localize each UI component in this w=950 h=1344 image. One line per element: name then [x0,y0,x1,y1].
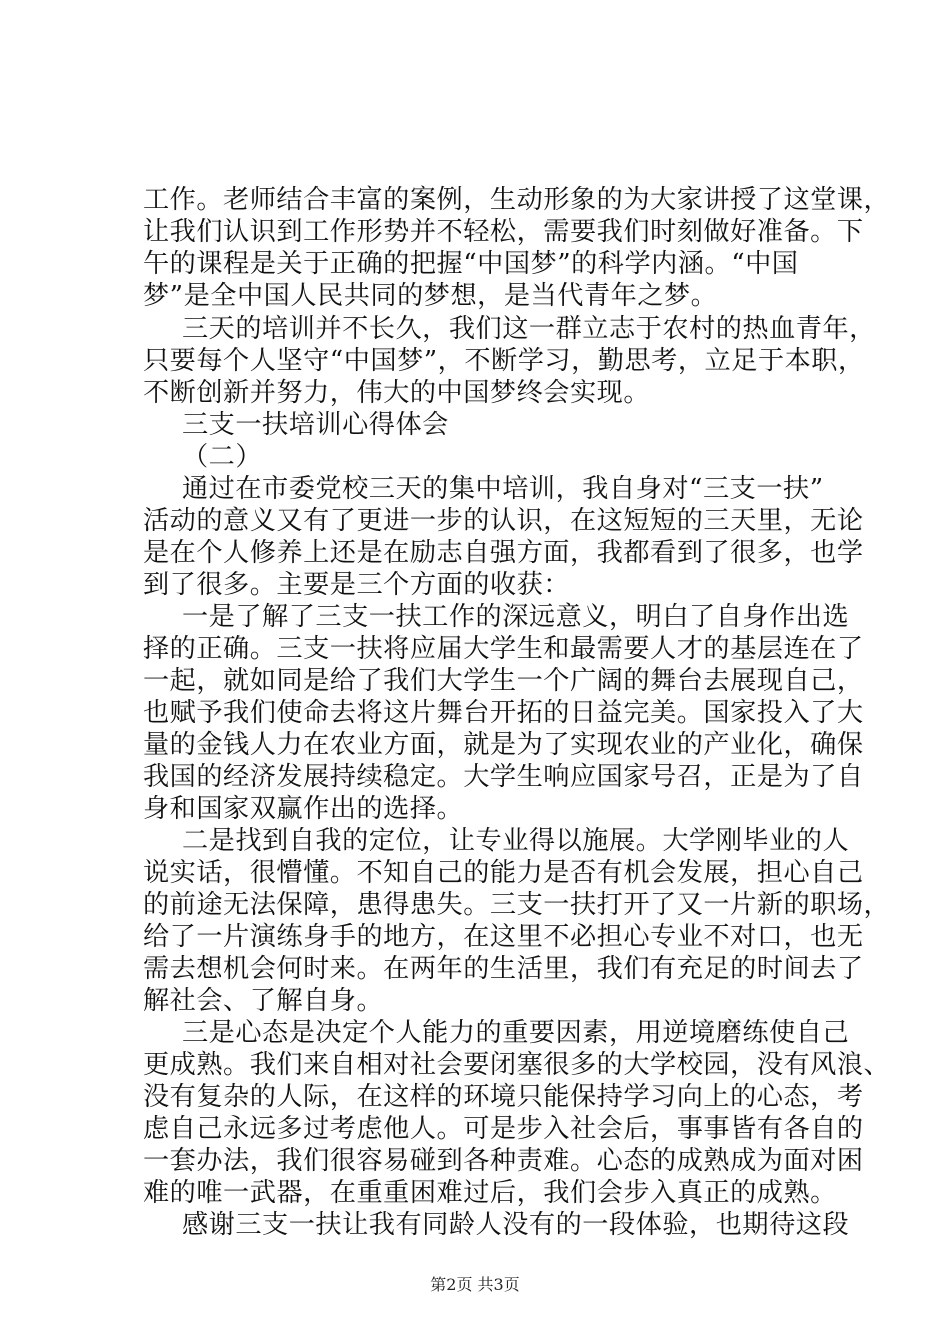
text-line: 二是找到自我的定位，让专业得以施展。大学刚毕业的人 [182,826,850,856]
text-line: 三是心态是决定个人能力的重要因素，用逆境磨练使自己 [182,1018,850,1048]
text-line: 只要每个人坚守“中国梦”，不断学习，勤思考，立足于本职， [143,346,865,376]
text-line: 更成熟。我们来自相对社会要闭塞很多的大学校园，没有风浪、 [143,1050,891,1080]
text-line: 我国的经济发展持续稳定。大学生响应国家号召，正是为了自 [143,762,864,792]
text-line: 一是了解了三支一扶工作的深远意义，明白了自身作出选 [182,602,850,632]
text-line: 午的课程是关于正确的把握“中国梦”的科学内涵。“中国 [143,249,799,279]
text-line: 工作。老师结合丰富的案例，生动形象的为大家讲授了这堂课， [143,185,891,215]
text-line: 解社会、了解自身。 [143,986,384,1016]
text-line: 量的金钱人力在农业方面，就是为了实现农业的产业化，确保 [143,730,864,760]
text-line: 难的唯一武器，在重重困难过后，我们会步入真正的成熟。 [143,1178,837,1208]
text-line: 择的正确。三支一扶将应届大学生和最需要人才的基层连在了 [143,634,864,664]
text-line: 说实话，很懵懂。不知自己的能力是否有机会发展，担心自己 [143,858,864,888]
text-line: 三天的培训并不长久，我们这一群立志于农村的热血青年， [182,314,876,344]
text-line: 需去想机会何时来。在两年的生活里，我们有充足的时间去了 [143,954,864,984]
text-line: 感谢三支一扶让我有同龄人没有的一段体验，也期待这段 [182,1210,850,1240]
text-line: 也赋予我们使命去将这片舞台开拓的日益完美。国家投入了大 [143,698,864,728]
text-line: 虑自己永远多过考虑他人。可是步入社会后，事事皆有各自的 [143,1114,864,1144]
text-line: 是在个人修养上还是在励志自强方面，我都看到了很多，也学 [143,538,864,568]
text-line: 一套办法，我们很容易碰到各种责难。心态的成熟成为面对困 [143,1146,864,1176]
text-line: 不断创新并努力，伟大的中国梦终会实现。 [143,378,651,408]
text-line: 让我们认识到工作形势并不轻松，需要我们时刻做好准备。下 [143,217,864,247]
page-number-footer: 第2页 共3页 [430,1275,520,1294]
text-line: 一起，就如同是给了我们大学生一个广阔的舞台去展现自己， [143,666,864,696]
section-title: 三支一扶培训心得体会 [182,410,449,440]
text-line: 到了很多。主要是三个方面的收获： [143,570,570,600]
text-line: 给了一片演练身手的地方，在这里不必担心专业不对口，也无 [143,922,864,952]
text-line: 没有复杂的人际，在这样的环境只能保持学习向上的心态，考 [143,1082,864,1112]
section-number: （二） [182,442,263,472]
text-line: 的前途无法保障，患得患失。三支一扶打开了又一片新的职场， [143,890,891,920]
text-line: 身和国家双赢作出的选择。 [143,794,464,824]
text-line: 通过在市委党校三天的集中培训，我自身对“三支一扶” [182,474,824,504]
text-line: 梦”是全中国人民共同的梦想，是当代青年之梦。 [143,281,718,311]
text-line: 活动的意义又有了更进一步的认识，在这短短的三天里，无论 [143,506,864,536]
